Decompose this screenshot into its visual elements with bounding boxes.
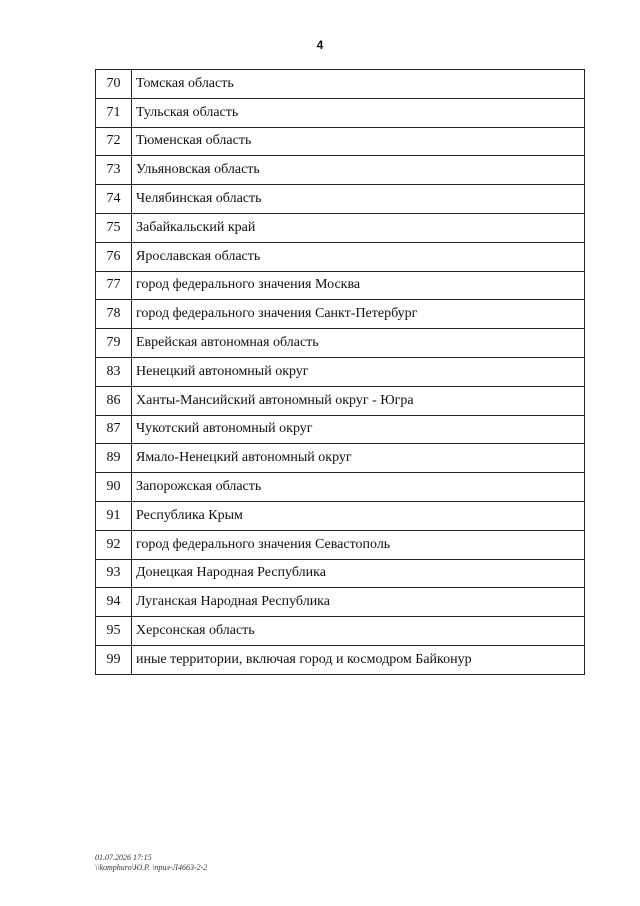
table-row <box>96 617 585 646</box>
region-name-cell: город федерального значения Севастополь <box>132 530 585 559</box>
region-code-cell: 79 <box>96 329 132 358</box>
table-row <box>96 300 585 329</box>
region-name-cell: Тульская область <box>132 98 585 127</box>
region-code-cell: 86 <box>96 386 132 415</box>
region-code-cell: 91 <box>96 501 132 530</box>
region-name-cell: иные территории, включая город и космодром Байконур <box>132 645 585 674</box>
region-code-cell: 70 <box>96 70 132 99</box>
region-code-cell: 87 <box>96 415 132 444</box>
region-code-cell: 83 <box>96 357 132 386</box>
table-row <box>96 415 585 444</box>
region-code-cell: 71 <box>96 98 132 127</box>
region-name-cell: Тюменская область <box>132 127 585 156</box>
table-row <box>96 98 585 127</box>
table-row <box>96 559 585 588</box>
region-name-cell: Томская область <box>132 70 585 99</box>
table-row <box>96 127 585 156</box>
region-code-cell: 89 <box>96 444 132 473</box>
regions-table <box>95 69 585 675</box>
region-name-cell: город федерального значения Москва <box>132 271 585 300</box>
table-row <box>96 386 585 415</box>
footer-file-path: \\komphuro\Ю.Р. \прил-Л4663-2-2 <box>95 863 208 872</box>
table-row <box>96 473 585 502</box>
region-name-cell: Еврейская автономная область <box>132 329 585 358</box>
region-name-cell: Ненецкий автономный округ <box>132 357 585 386</box>
table-row <box>96 213 585 242</box>
region-code-cell: 73 <box>96 156 132 185</box>
region-code-cell: 75 <box>96 213 132 242</box>
region-name-cell: Челябинская область <box>132 185 585 214</box>
table-row <box>96 645 585 674</box>
region-name-cell: Чукотский автономный округ <box>132 415 585 444</box>
region-name-cell: Ханты-Мансийский автономный округ - Югра <box>132 386 585 415</box>
region-code-cell: 76 <box>96 242 132 271</box>
region-name-cell: Ульяновская область <box>132 156 585 185</box>
region-code-cell: 78 <box>96 300 132 329</box>
regions-table-body <box>96 70 585 675</box>
table-row <box>96 271 585 300</box>
table-row <box>96 329 585 358</box>
region-code-cell: 94 <box>96 588 132 617</box>
document-footer <box>95 853 207 873</box>
region-name-cell: Херсонская область <box>132 617 585 646</box>
footer-timestamp: 01.07.2026 17:15 <box>95 853 152 862</box>
region-code-cell: 93 <box>96 559 132 588</box>
region-name-cell: Луганская Народная Республика <box>132 588 585 617</box>
region-name-cell: Запорожская область <box>132 473 585 502</box>
table-row <box>96 444 585 473</box>
region-code-cell: 74 <box>96 185 132 214</box>
region-name-cell: Донецкая Народная Республика <box>132 559 585 588</box>
region-name-cell: Республика Крым <box>132 501 585 530</box>
table-row <box>96 530 585 559</box>
page-number: 4 <box>316 38 324 52</box>
region-code-cell: 95 <box>96 617 132 646</box>
table-row <box>96 156 585 185</box>
table-row <box>96 588 585 617</box>
region-name-cell: Ямало-Ненецкий автономный округ <box>132 444 585 473</box>
region-name-cell: город федерального значения Санкт-Петербург <box>132 300 585 329</box>
region-code-cell: 99 <box>96 645 132 674</box>
table-row <box>96 70 585 99</box>
region-name-cell: Забайкальский край <box>132 213 585 242</box>
region-code-cell: 90 <box>96 473 132 502</box>
region-code-cell: 92 <box>96 530 132 559</box>
table-row <box>96 357 585 386</box>
table-row <box>96 185 585 214</box>
region-code-cell: 77 <box>96 271 132 300</box>
region-code-cell: 72 <box>96 127 132 156</box>
region-name-cell: Ярославская область <box>132 242 585 271</box>
table-row <box>96 242 585 271</box>
table-row <box>96 501 585 530</box>
